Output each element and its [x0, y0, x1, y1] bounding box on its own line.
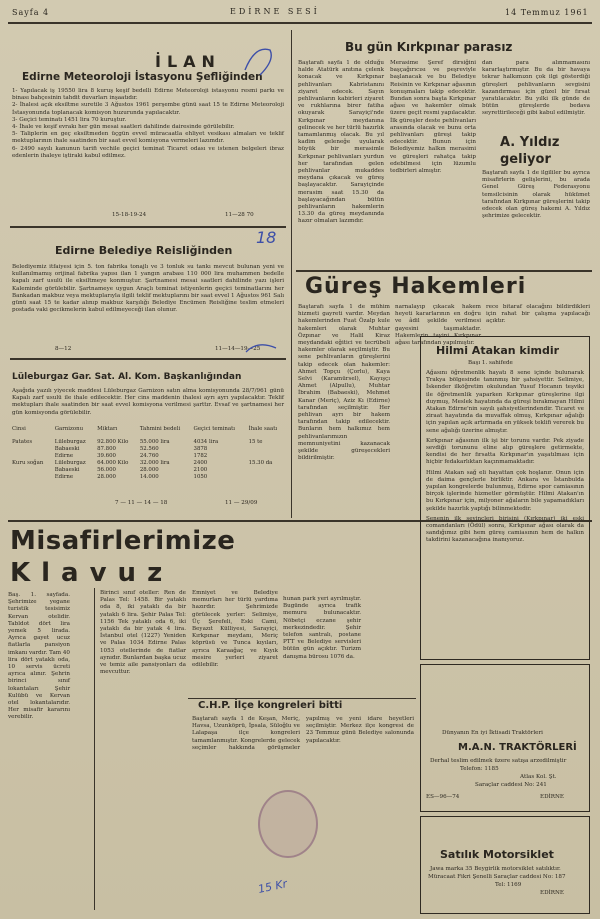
table-cell: 3878: [193, 446, 208, 452]
table-cell: 24.760: [139, 453, 159, 459]
table-cell: Babaeski: [54, 467, 80, 473]
table-cell: 2100: [193, 467, 208, 473]
belediye-footer-right: 11—14—19—25: [215, 346, 261, 352]
handwritten-mark: 18: [256, 228, 277, 247]
gures-col1: Baştarafı sayfa 1 de mühim hizmeti gayreti vardır. Meydan hakemlerinden Fuat Özalp kule hakemleri olarak Muhtar Özpınar ve Halil Kiraz meydandaki eğitici ve tecrübeli hakemler olarak seçilmiştir. Bu sene pehlivanların güreşlerini takip edecek olan hakemler: Ahmet Topçu (Çorlu), Kaya Selvi (Karamürsel), Kayışçı Ahmet (Alpullu), Muhtar İbrahim (Babaeski), Mehmet Kanar (Meriç), Aziz Kı (Edirne) tarafından seçilmiştir. Her pehlivan ayrı bir hakem tarafından takip edilecektir. Bunların hem halkımız hem pehlivanlarımızın memnuniyetini kazanacak şekilde güreşecekleri bildirilmiştir.: [298, 304, 390, 462]
table-cell: 1782: [193, 453, 208, 459]
kirkpinar-col3: dan para alınmamasını kararlaştırmıştır. Bu da bir havaya tekrar halkımızın çok ilgi gösterdiği güreşleri pehlivanların sevgisini kazandırması için güzel bir fırsat yaratılacaktır. Bu yılki ilk günde de bütün güreşlerde bedava seyrettirileceği gibi kabul edilmiştir.: [482, 60, 590, 117]
hilmi-body: [426, 370, 584, 654]
table-cell: 64.000 Kilo: [97, 460, 129, 466]
table-cell: 28.000: [97, 474, 116, 480]
ilan-title: İLAN: [155, 52, 221, 71]
gures-col2: narnalayıp çıkacak hakem heyeti kararlarının en doğru ve âdil şekilde verilmesi gayesini taşımaktadır. Hakemlerin tayini Kırkpınar ağası tarafından yapılmıştır.: [395, 304, 481, 347]
kirkpinar-rule: [296, 270, 592, 272]
belediye-title: Edirne Belediye Reisliğinden: [55, 244, 233, 257]
man-line2: Telefon: 1185: [460, 766, 499, 772]
table-cell: 28.000: [139, 467, 159, 473]
handwritten-mark: 15 Kr: [256, 877, 289, 896]
table-header: İhale saatı: [248, 426, 278, 432]
masthead-rule: [8, 22, 592, 24]
table-cell: 4034 lira: [193, 439, 219, 445]
belediye-body: Belediyemiz itfaiyesi için 5. ton fabrika tonajlı ve 3 tonluk su tankı mevcut bulunan yeni ve kullanılmamış orijinal fabrika yapısı ilan 1 yangın arabası 110 000 lira muhammen bedelle kapalı zarf usulü ile eksiltmeye konmuştur. Şartnamesi mesai saatleri dahilinde yazı işleri Kaleminde görülebilir. Şartnameye uygun Araçlı teminat istiyenlerin geçici teminatlarını her Bankadan makbuz veya mektuplarıyla ilgili teklif mektuplarını bir saat evvel 1 Ağustos 961 Salı günü saat 15 te kadar alınıp makbuz karşılığı Belediye Encümen Reisliğine teslim etmeleri postada vaki gecikmelerin kabul edilmeyeceği ilan olunur.: [12, 264, 284, 314]
table-row: [10, 453, 286, 460]
gures-col3: rece bitaraf olacağını bildirdikleri için rahat bir çalışma yapılacağı açıktır.: [486, 304, 590, 325]
table-cell: 55.000 lira: [139, 439, 170, 445]
table-row: [10, 439, 286, 446]
man-line4: Saraçlar caddesi No: 241: [475, 782, 547, 788]
table-cell: [10, 474, 53, 481]
page-number: Sayfa 4: [12, 8, 50, 17]
table-header: Tahmini bedeli: [139, 426, 181, 432]
hilmi-p2: Kırkpınar ağasının ilk işi bir torunu vardır. Pek ziyade sevdiği torununu eline alıp güreşlere getirmekte, kendisi de her fırsatta Kırkpınar'ın yaşatılması için hiçbir fedakarlıktan kaçınmamaktadır.: [426, 437, 584, 466]
man-line3: Atlas Kol. Şt.: [520, 774, 557, 780]
table-cell: Lüleburgaz: [54, 460, 86, 466]
table-cell: Patates: [12, 439, 33, 445]
ilan-footer-right: 11—28 70: [225, 212, 254, 218]
column-divider: [94, 588, 95, 910]
pencil-scribble-icon: [244, 338, 280, 360]
misafir-col1: Baş. 1. sayfada. Şehrimize yegane turistik tesisimiz Kervan otelidir. Tabldot dört lira yemek 5 lirada. Ayrıca gayet ucuz fiatlarla pansiyon imkanı vardır. Tam 40 lira dört yataklı oda, 10 servis ücreti ayrıca alınır. Şehrin birinci sınıf lokantaları Şehir Kulübü ve Kervan otel lokantalarıdır. Her misafir kararını verebilir.: [8, 592, 70, 721]
misafir-col3: Emniyet ve Belediye memurları her türlü yardıma hazırdır. Şehrimizde görülecek yerler: Selimiye, Üç Şerefeli, Eski Cami, Beyazıt Külliyesi, Sarayiçi, Kırkpınar meydanı, Meriç köprüsü ve Tunca kıyıları, ayrıca Karaağaç ve Kıyık mesire yerleri ziyaret edilebilir.: [192, 590, 278, 669]
table-cell: [10, 467, 53, 474]
table-row: [10, 467, 286, 474]
table-cell: 39.600: [97, 453, 116, 459]
man-title: M.A.N. TRAKTÖRLERİ: [458, 742, 577, 753]
chp-title: C.H.P. İlçe kongreleri bitti: [198, 700, 343, 711]
yildiz-title: A. Yıldız geliyor: [500, 135, 560, 167]
hilmi-p3: Hilmi Atakan sağ eli hayattan çok hoşlanır. Onun için de daima gençlerle birliktir. Ankara ve İstanbulda yapılan kongrelerde bulunmuş, Edirne spor camiasının birçok işlerinde hizmetler görmüştür. Hilmi Atakan'ın bu Kırkpınar için, milyoner ağaların bile yapamadıkları şekilde hazırlık yaptığı bilinmektedir.: [426, 469, 584, 512]
table-cell: Lüleburgaz: [54, 439, 86, 445]
table-cell: 2400: [193, 460, 208, 466]
table-cell: Edirne: [54, 453, 74, 459]
table-cell: 15.30 da: [248, 460, 273, 466]
misafir-title-1: Misafirlerimize: [10, 526, 236, 556]
ilan-p4: 4- İhale ve keşif evrakı her gün mesai saatleri dahilinde dairesinde görülebilir.: [12, 124, 235, 131]
yildiz-body: Baştarafı sayfa 1 de ilgililer bu ayrıca misafirlerin gelişlerini, bu arada Genel Güreş Federasyonu temsilcisinin olarak hükümet tarafından Kırkpınar güreşlerini takip edecek olan güreş hakemi A. Yıldız şehrimize gelecektir.: [482, 170, 590, 220]
ilan-rule: [10, 226, 286, 228]
motosiklet-line2: Müracaat Fikri Şenelli Saraçlar caddesi No: 187: [428, 874, 566, 880]
table-cell: [247, 474, 286, 481]
man-line1: Derhal teslim edilmek üzere satışa arzedilmiştir: [430, 758, 567, 764]
paper-name: EDİRNE SESİ: [230, 7, 320, 16]
misafir-title-2: Klavuz: [10, 558, 174, 588]
ilan-subtitle: Edirne Meteoroloji İstasyonu Şefliğinden: [22, 71, 263, 83]
column-divider: [291, 30, 292, 518]
kirkpinar-col2: Merasime Şeref dirsiğini başçağırıcısı ve peşreviyle başlanacak ve bu Belediye Reisinin ve Kırkpınar ağasının konuşmaları takip edecektir. Bundan sonra başta Kırkpınar ağası ve hakemler olmak üzere geçit resmi yapılacaktır. İlk güreşler deste pehlivanları arasında olacak ve bunu orta pehlivanları güreşi takip edecektir. Bunun için Belediyemiz halkın merasimi ve güreşleri rahatça takip edebilmesi için lüzumlu tedbirleri almıştır.: [390, 60, 476, 175]
table-cell: 15 te: [248, 439, 263, 445]
misafir-col2: Birinci sınıf oteller: Ren de Palas Tel: 1458. Bir yataklı oda 8, iki yataklı da bir yataklı 6 lira. Şehir Palas Tel: 1156 Tek yataklı oda 6, iki yataklı da bir yatak 4 lira. İstanbul otel (1227) Yeniden ve Palas 1034 Edirne Palas 1053 otellerinde de fiatlar aynıdır. Bunlardan başka ucuz ve temiz aile pansiyonları da mevcuttur.: [100, 590, 186, 676]
table-cell: 52.560: [139, 446, 159, 452]
kirkpinar-col1: Baştarafı sayfa 1 de olduğu halde Atatürk anıtına çelenk konacak ve Kırkpınar pehlivanları Kabristanını ziyaret edecek. Sayın pehlivanların kabirleri ziyaret ve rukhlarına birer fatiha okuyarak Sarayiçi'nde Kırkpınar meydanına gelinecek ve her türlü hazırlık tamamlanmış olacak. Bu yıl kadim geleneğe uyularak büyük bir merasimle Kırkpınar pehlivanları yurdun her tarafından gelen pehlivanlar mukaddes meydana çıkacak ve güreş başlayacaktır. Sarayiçinde merasim saat 15.30 da başlayacağından bütün pehlivanların hakemlerin 13.30 da güreş meydanında hazır olmaları lazımdır.: [298, 60, 384, 225]
table-header-row: [10, 426, 286, 433]
ilan-body: [12, 88, 284, 216]
table-cell: [247, 446, 286, 453]
luleburgaz-table: [10, 426, 286, 481]
luleburgaz-body: Aşağıda yazılı yiyecek maddesi Lüleburgaz Garnizon satın alma komisyonunda 28/7/961 günü Kapalı zarf usulü ile ihale edilecektir. Her cins maddenin ihalesi ayrı ayrı yapılacaktır. Teklif mektupları ihale saatinden bir saat evvel komisyona verilmesi şarttır. Evsaf ve şartnamesi her gün komisyonda görülebilir.: [12, 388, 284, 416]
table-header: Garnizonu: [54, 426, 84, 432]
ilan-p3: 3- Geçici teminatı 1451 lira 70 kuruştur.: [12, 116, 127, 123]
ilan-p6: 6- 2490 sayılı kanunun tarifi vechile geçici teminat Ticaret odası ve istenen belgeleri ibraz edenlerin ihaleye iştiraki kabul edilmez.: [12, 145, 284, 159]
chp-rule: [188, 698, 416, 699]
luleburgaz-title: Lüleburgaz Gar. Sat. Al. Kom. Başkanlığından: [12, 372, 242, 382]
table-cell: 56.000: [97, 467, 116, 473]
motosiklet-line4: EDİRNE: [540, 890, 564, 896]
man-intro: Dünyanın En iyi İktisadi Traktörleri: [442, 730, 543, 736]
table-row: [10, 446, 286, 453]
luleburgaz-footer-right: 11 — 29/09: [225, 500, 258, 506]
hilmi-p4: Senenin ilk sevinçleri birisini (Kırkpınar) iki eski comandanları (Ödül) sonra, Kırkpınar ağası olarak da sandığımız gibi hem güreş camiasının hem de halkın takdirini kazanacağına inanıyoruz.: [426, 515, 584, 544]
man-line5: ES—96—74: [426, 794, 460, 800]
hilmi-sub: Başı 1. sahifede: [468, 360, 513, 366]
table-header: Geçici teminatı: [193, 426, 235, 432]
table-body: [10, 439, 286, 481]
belediye-footer-left: 8—12: [55, 346, 72, 352]
misafir-col4: hunan park yeri ayrılmıştır. Bugünde ayrıca trafik memuru bulunacaktır. Nöbetçi eczane şehir merkezindedir. Şehir telefon santralı, postane PTT ve Belediye servisleri bütün gün açıktır. Turizm danışma bürosu 1076 da.: [283, 596, 361, 660]
hilmi-title: Hilmi Atakan kimdir: [436, 344, 560, 357]
table-cell: [10, 453, 53, 460]
table-cell: 87.800: [97, 446, 116, 452]
table-cell: [10, 446, 53, 453]
table-cell: [247, 467, 286, 474]
table-cell: Kuru soğan: [12, 460, 44, 466]
man-box: [420, 664, 590, 812]
table-header: Cinsi: [12, 426, 26, 432]
ilan-p5: 5- Taliplerin en geç eksiltmeden üçgün evvel müracaatla ehliyet vesikası almaları ve teklif mektuplarının ihale saatinden bir saat evvel komisyona vermeleri lazımdır.: [12, 131, 284, 145]
motosiklet-box: [420, 816, 590, 914]
table-header: Miktarı: [97, 426, 118, 432]
ilan-footer-left: 15-18-19-24: [112, 212, 147, 218]
ilan-p2: 2- İhalesi açık eksiltme suretile 3 Ağustos 1961 perşembe günü saat 15 te Edirne Meteoroloji İstasyonunda toplanacak komisyon huzurunda yapılacaktır.: [12, 102, 284, 116]
gures-title: Güreş Hakemleri: [305, 274, 527, 299]
table-cell: Babaeski: [54, 446, 80, 452]
pencil-scribble-icon: [240, 40, 280, 80]
archive-stamp: [258, 790, 318, 858]
table-cell: 14.000: [139, 474, 159, 480]
table-cell: [247, 453, 286, 460]
luleburgaz-footer-left: 7 — 11 — 14 — 18: [115, 500, 168, 506]
kirkpinar-title: Bu gün Kırkpınar parasız: [345, 40, 513, 54]
issue-date: 14 Temmuz 1961: [505, 8, 589, 17]
hilmi-p1: Ağasını öğretmenlik hayatı 8 sene içinde bulunarak Trakya bölgesinde tanınmış bir şahsiyettir. Selimiye, İskender ilköğretim okulundan Yusuf Hocanın teşviki ile öğretmenlik yaparken Kırkpınar güreşlerine ilgi duymuş, Meslek hayatında da güreşi bırakmayan Hilmi Atakan Edirne'nin sayılı şahsiyetlerindendir. Ticaret ve ziraat hayatında da muvaffak olmuş, Kırkpınar ağalığı için yapılan açık artırmada en yüksek teklifi vererek bu sene ağalığı üzerine almıştır.: [426, 370, 584, 434]
table-row: [10, 474, 286, 481]
motosiklet-line1: Jawa marka 35 Beygirlik motorsiklet satılıktır.: [430, 866, 561, 872]
table-cell: Edirne: [54, 474, 74, 480]
motosiklet-line3: Tel: 1169: [495, 882, 522, 888]
table-cell: 32.000 lira: [139, 460, 170, 466]
table-cell: 92.800 Kilo: [97, 439, 129, 445]
man-line6: EDİRNE: [540, 794, 564, 800]
chp-body: Baştarafı sayfa 1 de Keşan, Meriç, Havsa, Uzunköprü, İpsala, Süloğlu ve Lalapaşa ilçe kongreleri tamamlanmıştır. Kongrelerde gelecek seçimler hakkında görüşmeler yapılmış ve yeni idare heyetleri seçilmiştir. Merkez ilçe kongresi de 23 Temmuz günü Belediye salonunda yapılacaktır.: [192, 716, 414, 751]
table-row: [10, 460, 286, 467]
table-cell: 1050: [193, 474, 208, 480]
ilan-p1: 1- Yapılacak iş 19550 lira 8 kuruş keşif bedelli Edirne Meteoroloji istasyonu resmi parkı ve binası bahçesinin tahdit duvarları inşaatıdır.: [12, 88, 284, 102]
motosiklet-title: Satılık Motorsiklet: [440, 848, 554, 861]
